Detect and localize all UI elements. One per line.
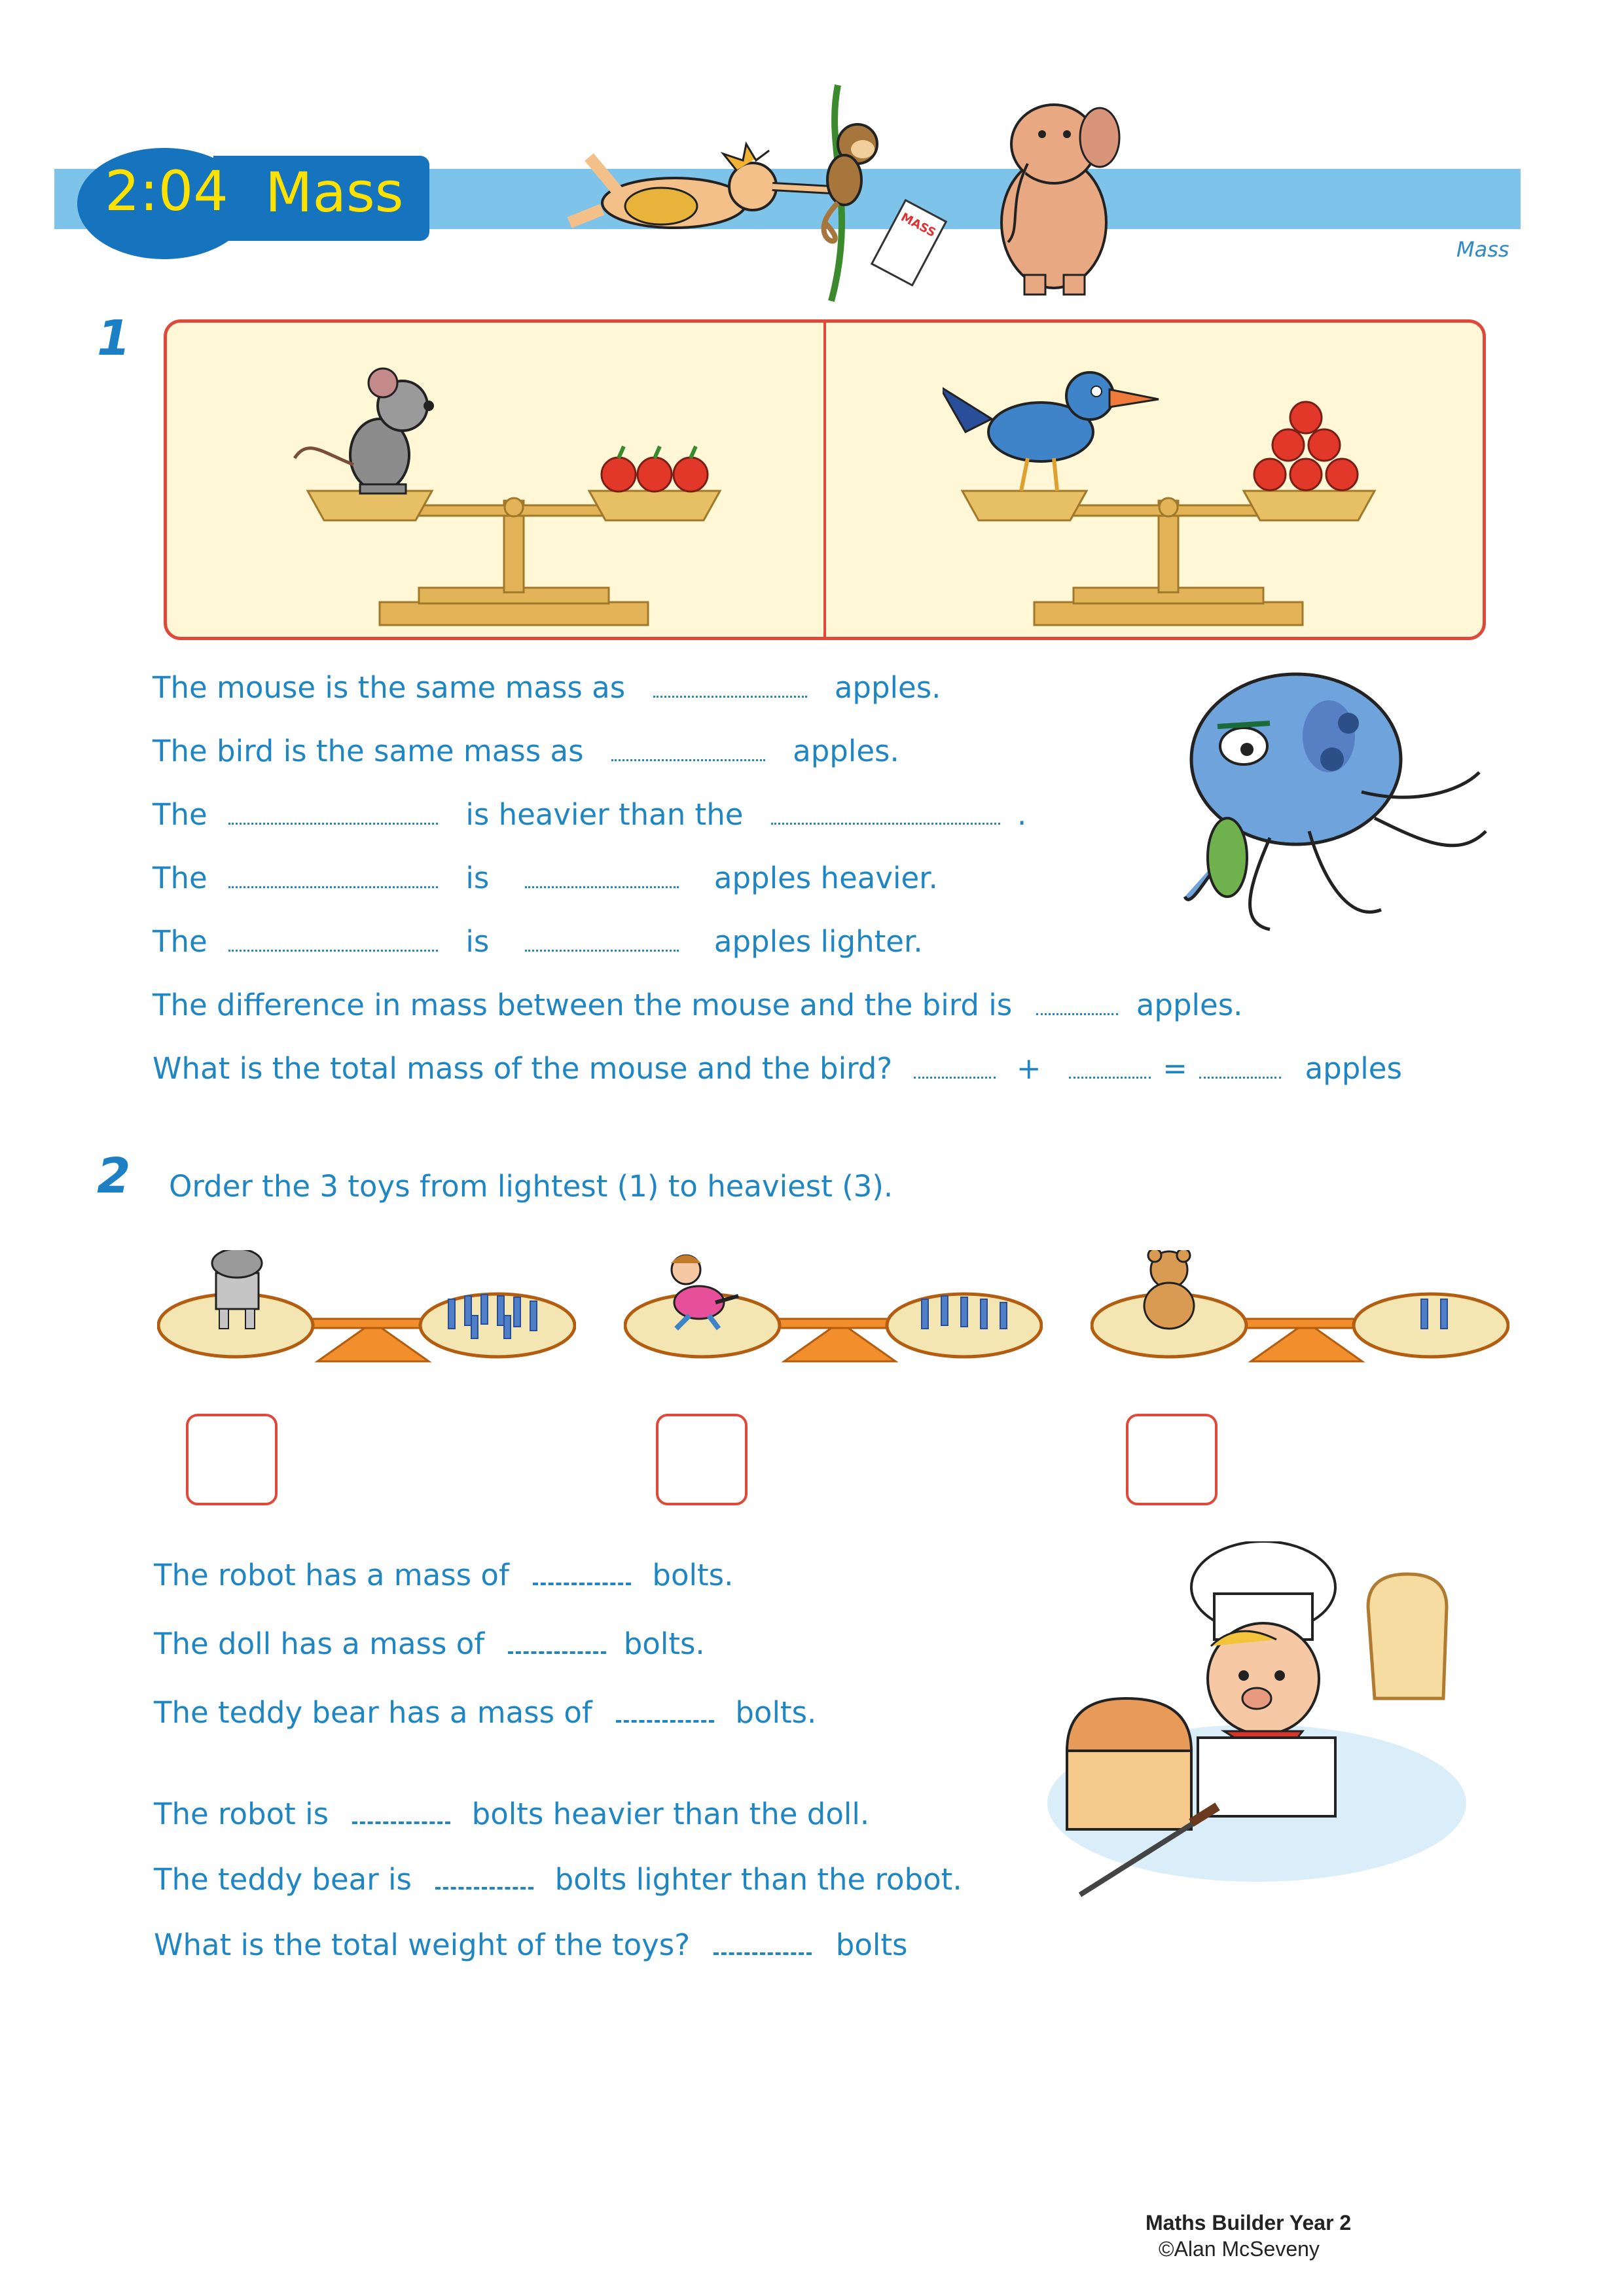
teddy-balance-illustration xyxy=(1091,1250,1509,1407)
q2-line-4: The robot is bolts heavier than the doll. xyxy=(154,1797,870,1831)
apple-icon-group xyxy=(602,446,708,492)
mass-sign-illustration xyxy=(872,200,946,285)
mouse-icon xyxy=(295,368,434,493)
teddy-order-box[interactable] xyxy=(1126,1414,1218,1505)
answer-blank[interactable] xyxy=(713,1928,812,1955)
apple-icon-group xyxy=(1254,402,1358,490)
q1-line-6: The difference in mass between the mouse and the bird is apples. xyxy=(153,988,1243,1022)
answer-blank[interactable] xyxy=(228,925,438,952)
answer-blank[interactable] xyxy=(914,1052,996,1079)
q2-line-2: The doll has a mass of bolts. xyxy=(154,1626,705,1661)
footer-book-title: Maths Builder Year 2 xyxy=(1146,2211,1352,2234)
mouse-balance-illustration xyxy=(288,334,746,635)
svg-text:MASS: MASS xyxy=(898,210,938,240)
caveman-illustration xyxy=(569,144,831,228)
doll-balance-illustration xyxy=(624,1250,1043,1407)
answer-blank[interactable] xyxy=(1036,988,1118,1015)
monkey-illustration xyxy=(823,124,877,241)
robot-order-box[interactable] xyxy=(186,1414,278,1505)
bird-icon xyxy=(943,372,1159,491)
bird-balance-illustration xyxy=(943,334,1401,635)
answer-blank[interactable] xyxy=(228,861,438,888)
q2-instruction: Order the 3 toys from lightest (1) to heaviest (3). xyxy=(169,1169,893,1204)
bread-slice-icon xyxy=(1368,1574,1447,1698)
answer-blank[interactable] xyxy=(1199,1052,1281,1079)
octopus-illustration xyxy=(1165,661,1492,942)
answer-blank[interactable] xyxy=(228,798,438,825)
answer-blank[interactable] xyxy=(525,925,679,952)
elephant-illustration xyxy=(1001,105,1119,295)
question-1-number: 1 xyxy=(97,310,131,367)
q2-line-1: The robot has a mass of bolts. xyxy=(154,1558,734,1592)
doll-order-box[interactable] xyxy=(656,1414,748,1505)
answer-blank[interactable] xyxy=(1069,1052,1151,1079)
answer-blank[interactable] xyxy=(616,1695,714,1723)
q1-line-7: What is the total mass of the mouse and the bird? + = apples xyxy=(153,1051,1402,1086)
q2-line-5: The teddy bear is bolts lighter than the robot. xyxy=(154,1862,962,1897)
q1-line-3: The is heavier than the . xyxy=(153,797,1027,832)
baker-illustration xyxy=(1041,1541,1473,1908)
footer-copyright: ©Alan McSeveny xyxy=(1159,2237,1320,2261)
q1-panel-divider xyxy=(823,321,826,639)
question-2-number: 2 xyxy=(97,1148,131,1204)
answer-blank[interactable] xyxy=(525,861,679,888)
answer-blank[interactable] xyxy=(435,1862,533,1890)
q2-line-6: What is the total weight of the toys? bolts xyxy=(154,1928,908,1962)
header-illustration xyxy=(550,72,1126,308)
q1-line-5: The is apples lighter. xyxy=(153,924,923,959)
robot-balance-illustration xyxy=(157,1250,576,1407)
bread-icon xyxy=(1067,1698,1191,1829)
q1-line-1: The mouse is the same mass as apples. xyxy=(153,670,941,705)
lesson-title: Mass xyxy=(265,160,404,224)
q1-line-2: The bird is the same mass as apples. xyxy=(153,734,899,768)
q1-line-4: The is apples heavier. xyxy=(153,861,938,895)
answer-blank[interactable] xyxy=(533,1558,631,1585)
answer-blank[interactable] xyxy=(352,1797,450,1824)
answer-blank[interactable] xyxy=(653,671,807,698)
answer-blank[interactable] xyxy=(611,734,765,761)
q2-line-3: The teddy bear has a mass of bolts. xyxy=(154,1695,817,1730)
answer-blank[interactable] xyxy=(771,798,1000,825)
answer-blank[interactable] xyxy=(508,1626,606,1654)
header-tag: Mass xyxy=(1456,237,1509,262)
lesson-number: 2:04 xyxy=(105,159,228,223)
teddy-bear-icon xyxy=(1144,1250,1194,1329)
